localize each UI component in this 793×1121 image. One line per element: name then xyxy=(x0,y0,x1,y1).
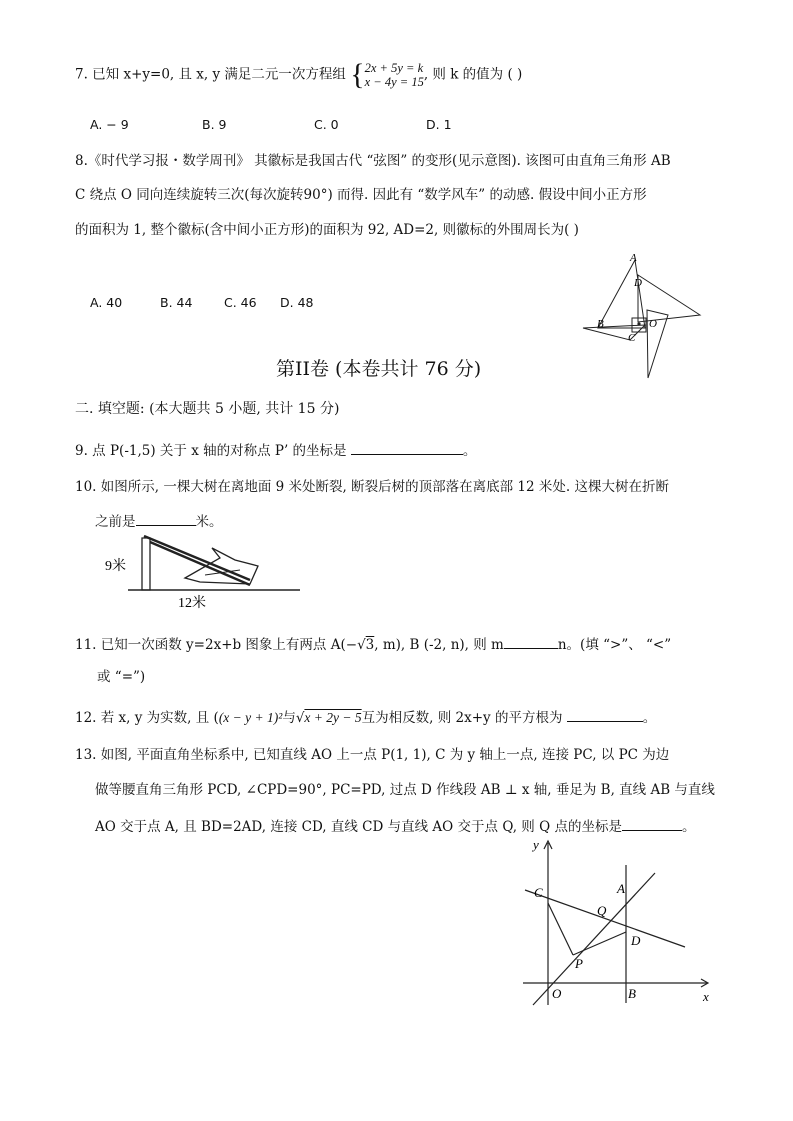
q10-line2-pre: 之前是 xyxy=(95,514,136,530)
fig10-base-label: 12米 xyxy=(178,596,206,611)
pinwheel-center-dot xyxy=(637,322,640,325)
q8-option-a[interactable]: A. 40 xyxy=(90,295,123,310)
q7-equation-system xyxy=(365,61,424,89)
q9-answer-blank[interactable] xyxy=(351,440,463,455)
q8-line1: 8.《时代学习报・数学周刊》 其徽标是我国古代 “弦图” 的变形(见示意图). 该图可由直角三角形 AB xyxy=(75,153,671,169)
fig13-label-q: Q xyxy=(597,903,607,918)
q11-sqrt: √3 xyxy=(357,637,375,653)
fig8-label-d: D xyxy=(634,277,642,289)
q8-pinwheel-figure xyxy=(575,250,705,385)
q9-text: 9. 点 P(-1,5) 关于 x 轴的对称点 P’ 的坐标是 xyxy=(75,443,347,459)
segment-pc xyxy=(548,903,573,955)
broken-trunk-edge-bottom xyxy=(150,542,250,585)
q13-line3-post: 。 xyxy=(681,819,696,835)
section2-subtitle: 二. 填空题: (本大题共 5 小题, 共计 15 分) xyxy=(75,401,340,417)
q11-mid: , m), B (-2, n), 则 m xyxy=(374,637,504,653)
q11-sqrt-arg: 3 xyxy=(365,637,375,653)
q10-line1: 10. 如图所示, 一棵大树在离地面 9 米处断裂, 断裂后树的顶部落在离底部 12 米处. 这棵大树在折断 xyxy=(75,479,669,495)
q12-end: 。 xyxy=(642,710,657,726)
q13-line2: 做等腰直角三角形 PCD, ∠CPD=90°, PC=PD, 过点 D 作线段 AB ⊥ x 轴, 垂足为 B, 直线 AB 与直线 xyxy=(95,782,715,798)
fig13-label-d: D xyxy=(631,933,641,948)
q12-expr2: x + 2y − 5 xyxy=(304,710,362,725)
q13-answer-blank[interactable] xyxy=(622,816,682,831)
q7-stem xyxy=(75,60,522,90)
fig13-label-b: B xyxy=(628,986,636,1001)
q7-option-b[interactable]: B. 9 xyxy=(202,117,227,132)
q8-option-d[interactable]: D. 48 xyxy=(280,295,314,310)
q7-brace: { xyxy=(350,58,365,91)
q12-answer-blank[interactable] xyxy=(567,707,643,722)
q8-option-b[interactable]: B. 44 xyxy=(160,295,193,310)
q11-answer-blank[interactable] xyxy=(504,634,558,649)
q11-line2: 或 “=”) xyxy=(97,669,146,685)
fig10-height-label: 9米 xyxy=(105,559,126,574)
q7-eq1: 2x + 5y = k xyxy=(364,61,424,75)
fig13-label-y: y xyxy=(533,837,539,852)
q7-option-c[interactable]: C. 0 xyxy=(314,117,339,132)
fig13-label-a: A xyxy=(617,881,625,896)
q10-line2 xyxy=(95,511,223,531)
q12-stem: 12. 若 x, y 为实数, 且 ((x − y + 1)²与√x + 2y − 5互为相反数, 则 2x+y 的平方根为 。 xyxy=(75,707,656,727)
q7-eq2: x − 4y = 15 xyxy=(364,75,424,89)
q7-option-a[interactable]: A. − 9 xyxy=(90,117,129,132)
q9-stem xyxy=(75,440,476,460)
q8-line3: 的面积为 1, 整个徽标(含中间小正方形)的面积为 92, AD=2, 则徽标的外围周长为( ) xyxy=(75,222,579,238)
q12-pre: 12. 若 x, y 为实数, 且 xyxy=(75,710,210,726)
section2-title: 第II卷 (本卷共计 76 分) xyxy=(276,358,482,380)
fig8-label-c: C xyxy=(628,332,636,344)
q12-post: 互为相反数, 则 2x+y 的平方根为 xyxy=(361,710,563,726)
q12-sqrt: √x + 2y − 5 xyxy=(295,710,362,726)
q13-coordinate-figure xyxy=(515,835,715,1010)
broken-trunk-edge-top xyxy=(144,536,250,580)
q11-line1 xyxy=(75,634,671,654)
q9-end: 。 xyxy=(462,443,477,459)
fig13-label-p: P xyxy=(575,956,583,971)
q11-pre: 11. 已知一次函数 y=2x+b 图象上有两点 A(− xyxy=(75,637,358,653)
q13-line3-pre: AO 交于点 A, 且 BD=2AD, 连接 CD, 直线 CD 与直线 AO 交于点 Q, 则 Q 点的坐标是 xyxy=(95,819,622,835)
q10-line2-post: 米。 xyxy=(195,514,223,530)
q13-line3 xyxy=(95,816,695,836)
q7-option-d[interactable]: D. 1 xyxy=(426,117,452,132)
segment-pd xyxy=(573,932,626,955)
fig13-label-o: O xyxy=(552,986,562,1001)
q7-prefix: 7. 已知 x+y=0, 且 x, y 满足二元一次方程组 xyxy=(75,66,346,83)
q10-tree-figure xyxy=(100,530,305,612)
fig13-label-x: x xyxy=(703,989,709,1004)
q10-answer-blank[interactable] xyxy=(136,511,196,526)
q8-line2: C 绕点 O 同向连续旋转三次(每次旋转90°) 而得. 因此有 “数学风车” 的动感. 假设中间小正方形 xyxy=(75,187,647,203)
q13-line1: 13. 如图, 平面直角坐标系中, 已知直线 AO 上一点 P(1, 1), C 为 y 轴上一点, 连接 PC, 以 PC 为边 xyxy=(75,747,670,763)
fig8-label-a: A xyxy=(630,252,637,264)
q8-option-c[interactable]: C. 46 xyxy=(224,295,257,310)
q12-expr1: (x − y + 1)² xyxy=(218,710,283,725)
tree-trunk xyxy=(142,538,150,590)
fig8-label-o: O xyxy=(649,318,657,330)
fig8-label-b: B xyxy=(597,318,604,330)
q7-suffix: , 则 k 的值为 ( ) xyxy=(423,66,523,83)
line-cd xyxy=(525,890,685,947)
q11-post: n。(填 “>”、 “<” xyxy=(557,637,672,653)
fig13-label-c: C xyxy=(534,885,543,900)
q12-mid: 与 xyxy=(282,710,296,726)
